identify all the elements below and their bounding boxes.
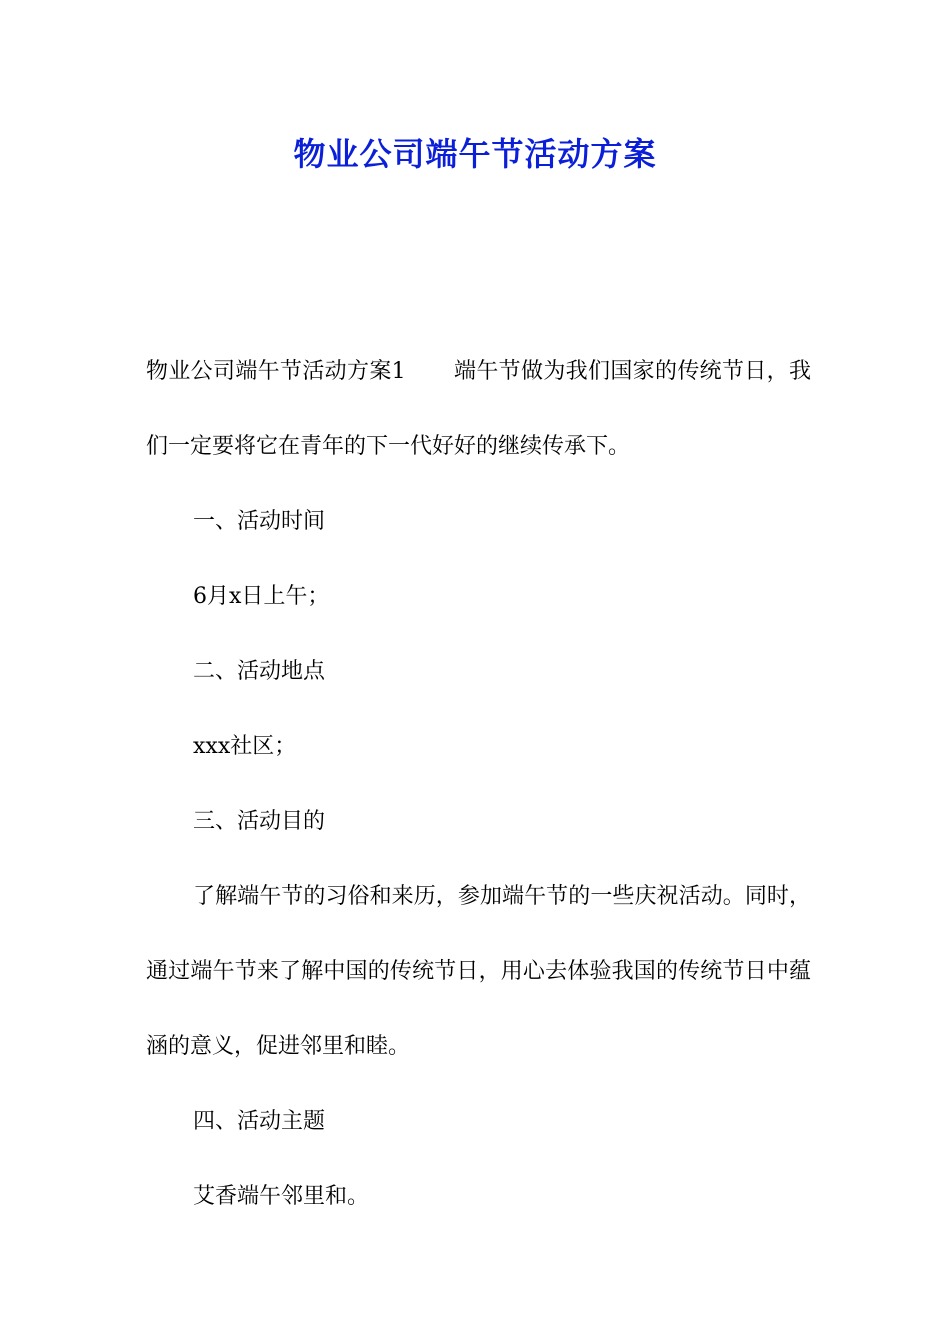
section-text-time: 6月x日上午；: [193, 584, 330, 609]
document-body: [146, 334, 811, 1234]
section-heading-location: 二、活动地点: [193, 659, 326, 684]
document-title: 物业公司端午节活动方案: [293, 135, 657, 173]
intro-text: 端午节做为我们国家的传统节日，我们一定要将它在青年的下一代好好的继续传承下。: [146, 359, 811, 459]
section-heading-time: 一、活动时间: [193, 509, 326, 534]
intro-paragraph: [146, 334, 811, 484]
section-text-purpose: 了解端午节的习俗和来历，参加端午节的一些庆祝活动。同时，通过端午节来了解中国的传统节日，用心去体验我国的传统节日中蕴涵的意义，促进邻里和睦。: [146, 884, 811, 1059]
section-heading-theme: 四、活动主题: [193, 1109, 326, 1134]
section-text-theme: 艾香端午邻里和。: [193, 1184, 370, 1209]
intro-lead: 物业公司端午节活动方案1: [146, 359, 406, 384]
section-text-location: xxx社区；: [193, 734, 297, 759]
section-heading-purpose: 三、活动目的: [193, 809, 326, 834]
